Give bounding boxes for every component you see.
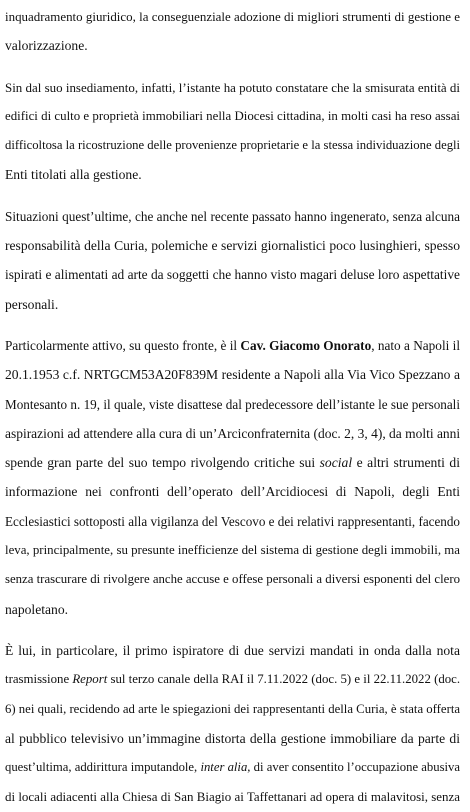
text-line: ispirati e alimentati ad arte da soggetti che hanno visto magari deluse loro aspettative xyxy=(5,267,460,283)
text-line: Sin dal suo insediamento, infatti, l’istante ha potuto constatare che la smisurata entità di xyxy=(5,79,460,95)
text-line: difficoltosa la ricostruzione delle provenienze proprietarie e la stessa individuazione degli xyxy=(5,138,461,153)
text-line: edifici di culto e proprietà immobiliari nella Diocesi cittadina, in molti casi ha reso assai xyxy=(5,108,460,123)
text-line: 6) nei quali, recidendo ad arte le spiegazioni dei rappresentanti della Curia, è stata offerta xyxy=(5,701,461,716)
text-line: trasmissione Report sul terzo canale della RAI il 7.11.2022 (doc. 5) e il 22.11.2022 (doc. xyxy=(5,672,461,687)
text-line: 20.1.1953 c.f. NRTGCM53A20F839M residente a Napoli alla Via Vico Spezzano a xyxy=(5,367,460,383)
bold-text: Cav. Giacomo Onorato xyxy=(240,337,372,353)
paragraph xyxy=(5,331,460,624)
text-line: senza trascurare di rivolgere anche accuse e offese personali a diversi esponenti del clero xyxy=(5,572,460,587)
italic-text: Report xyxy=(72,672,108,687)
text-line: al pubblico televisivo un’immagine distorta della gestione immobiliare da parte di xyxy=(5,730,460,746)
text-line: È lui, in particolare, il primo ispiratore di due servizi mandati in onda dalla nota xyxy=(5,642,460,658)
paragraph xyxy=(5,2,460,61)
text-line: Enti titolati alla gestione. xyxy=(5,167,142,183)
text-line: leva, principalmente, su presunte inefficienze del sistema di gestione degli immobili, ma xyxy=(5,543,460,558)
text-line: spende gran parte del suo tempo rivolgendo critiche sui social e altri strumenti di xyxy=(5,455,460,471)
text-line: Particolarmente attivo, su questo fronte, è il Cav. Giacomo Onorato, nato a Napoli il xyxy=(5,337,461,353)
text-line: valorizzazione. xyxy=(5,38,88,54)
paragraph xyxy=(5,202,460,319)
text-line: Ecclesiastici sottoposti alla vigilanza del Vescovo e dei relativi rappresentanti, facendo xyxy=(5,513,460,529)
text-line: Montesanto n. 19, il quale, viste disattese dal predecessore dell’istante le sue personali xyxy=(5,396,460,412)
text-line: quest’ultima, addirittura imputandole, inter alia, di aver consentito l’occupazione abusiva xyxy=(5,760,461,775)
text-line: napoletano. xyxy=(5,601,69,617)
text-line: responsabilità della Curia, polemiche e servizi giornalistici poco lusinghieri, spesso xyxy=(5,238,460,254)
text-line: Situazioni quest’ultime, che anche nel recente passato hanno ingenerato, senza alcuna xyxy=(5,208,460,224)
text-line: personali. xyxy=(5,296,59,312)
text-line: di locali adiacenti alla Chiesa di San Biagio ai Taffettanari ad opera di malavitosi, senza xyxy=(5,789,460,805)
text-line: aspirazioni ad attendere alla cura di un’Arciconfraternita (doc. 2, 3, 4), da molti anni xyxy=(5,425,461,441)
text-line: informazione nei confronti dell’operato dell’Arcidiocesi di Napoli, degli Enti xyxy=(5,484,460,500)
italic-text: inter alia, xyxy=(200,760,251,775)
italic-text: social xyxy=(319,455,353,471)
paragraph xyxy=(5,73,460,190)
document-page xyxy=(5,0,461,805)
paragraph xyxy=(5,636,460,812)
text-line: inquadramento giuridico, la conseguenziale adozione di migliori strumenti di gestione e xyxy=(5,9,460,24)
